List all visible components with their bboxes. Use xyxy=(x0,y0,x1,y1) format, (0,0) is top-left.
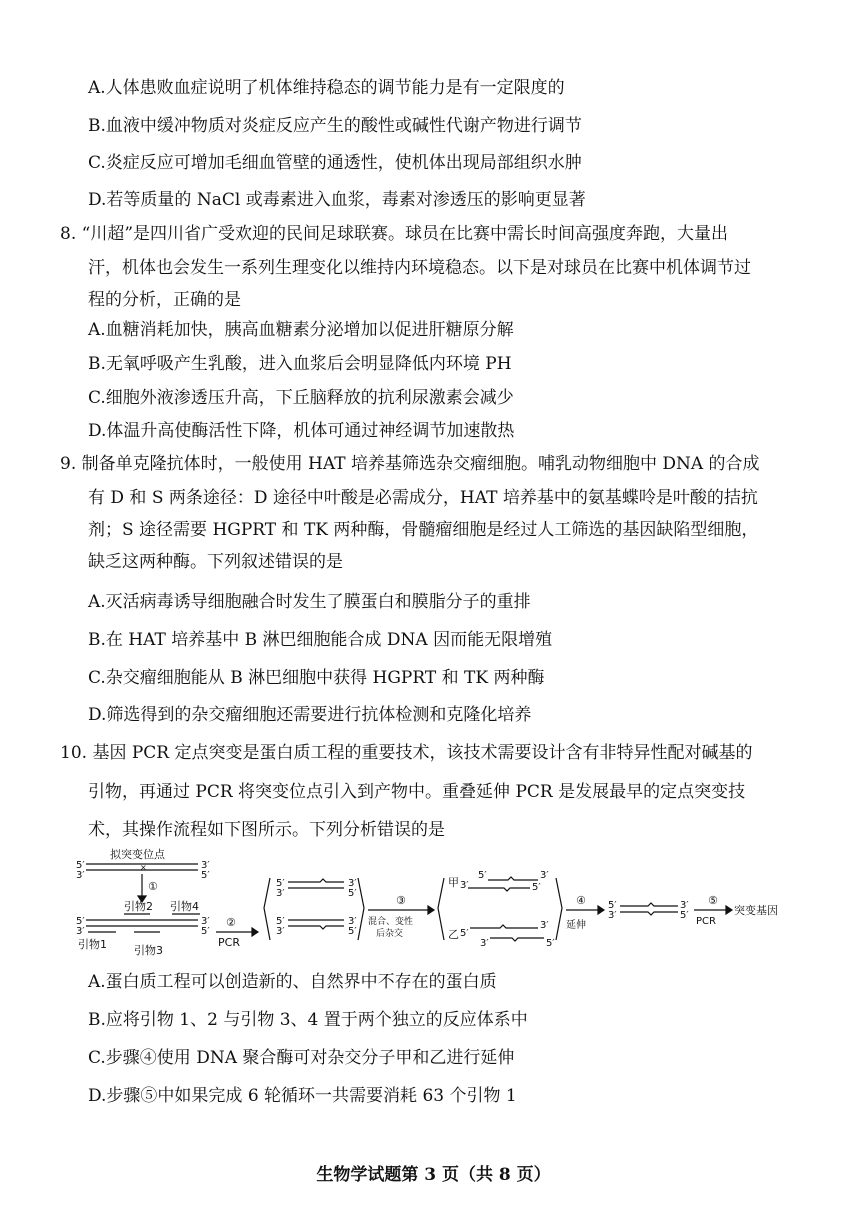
svg-text:3′: 3′ xyxy=(348,878,357,889)
svg-text:3′: 3′ xyxy=(680,900,689,911)
q10-stem-line3: 术，其操作流程如下图所示。下列分析错误的是 xyxy=(88,820,445,840)
svg-text:3′: 3′ xyxy=(540,920,549,931)
step2-label: ② xyxy=(226,916,236,929)
overlap-extension-pcr-diagram xyxy=(68,848,808,960)
q10-option-a: A.蛋白质工程可以创造新的、自然界中不存在的蛋白质 xyxy=(88,972,497,992)
q8-stem-line2: 汗，机体也会发生一系列生理变化以维持内环境稳态。以下是对球员在比赛中机体调节过 xyxy=(88,258,751,278)
svg-text:3′: 3′ xyxy=(460,880,469,891)
page-footer: 生物学试题第 3 页（共 8 页） xyxy=(316,1165,551,1185)
hybrid-yi-label: 乙 xyxy=(448,928,459,941)
q10-option-b: B.应将引物 1、2 与引物 3、4 置于两个独立的反应体系中 xyxy=(88,1010,528,1030)
q9-option-c: C.杂交瘤细胞能从 B 淋巴细胞中获得 HGPRT 和 TK 两种酶 xyxy=(88,668,545,688)
svg-text:3′: 3′ xyxy=(201,860,210,871)
svg-text:3′: 3′ xyxy=(348,916,357,927)
mix-denature-label: 混合、变性 xyxy=(368,917,414,927)
q9-option-d: D.筛选得到的杂交瘤细胞还需要进行抗体检测和克隆化培养 xyxy=(88,705,532,725)
hybrid-jia-label: 甲 xyxy=(448,876,459,889)
step4-label: ④ xyxy=(576,894,586,907)
q8-option-c: C.细胞外液渗透压升高，下丘脑释放的抗利尿激素会减少 xyxy=(88,388,514,408)
svg-text:5′: 5′ xyxy=(460,928,469,939)
svg-text:5′: 5′ xyxy=(348,926,357,937)
primer4-label: 引物4 xyxy=(170,900,199,913)
svg-text:5′: 5′ xyxy=(348,888,357,899)
mutation-mark: × xyxy=(140,863,147,872)
step5-label: ⑤ xyxy=(708,894,718,907)
q7-option-d: D.若等质量的 NaCl 或毒素进入血浆，毒素对渗透压的影响更显著 xyxy=(88,190,586,210)
svg-text:5′: 5′ xyxy=(608,900,617,911)
hybridize-label: 后杂交 xyxy=(376,929,404,939)
q8-option-a: A.血糖消耗加快，胰高血糖素分泌增加以促进肝糖原分解 xyxy=(88,320,514,340)
q8-option-d: D.体温升高使酶活性下降，机体可通过神经调节加速散热 xyxy=(88,421,515,441)
svg-text:5′: 5′ xyxy=(546,938,555,949)
svg-text:3′: 3′ xyxy=(540,870,549,881)
q9-stem-line1: 9. 制备单克隆抗体时，一般使用 HAT 培养基筛选杂交瘤细胞。哺乳动物细胞中 DNA 的合成 xyxy=(60,454,760,474)
q8-option-b: B.无氧呼吸产生乳酸，进入血浆后会明显降低内环境 PH xyxy=(88,354,512,374)
svg-text:5′: 5′ xyxy=(680,910,689,921)
svg-text:5′: 5′ xyxy=(532,882,541,893)
svg-text:3′: 3′ xyxy=(608,910,617,921)
mutation-site-label: 拟突变位点 xyxy=(110,848,165,861)
svg-text:3′: 3′ xyxy=(480,938,489,949)
svg-text:5′: 5′ xyxy=(76,916,85,927)
q7-option-a: A.人体患败血症说明了机体维持稳态的调节能力是有一定限度的 xyxy=(88,78,565,98)
extend-label: 延伸 xyxy=(566,920,586,931)
svg-text:5′: 5′ xyxy=(201,870,210,881)
step5-pcr-label: PCR xyxy=(696,916,716,927)
step2-pcr-label: PCR xyxy=(218,936,240,949)
q10-option-d: D.步骤⑤中如果完成 6 轮循环一共需要消耗 63 个引物 1 xyxy=(88,1086,517,1106)
svg-text:5′: 5′ xyxy=(201,926,210,937)
q10-stem-line1: 10. 基因 PCR 定点突变是蛋白质工程的重要技术，该技术需要设计含有非特异性配对碱基的 xyxy=(60,743,753,763)
svg-text:3′: 3′ xyxy=(276,926,285,937)
q9-option-b: B.在 HAT 培养基中 B 淋巴细胞能合成 DNA 因而能无限增殖 xyxy=(88,630,553,650)
svg-text:5′: 5′ xyxy=(276,916,285,927)
svg-text:3′: 3′ xyxy=(201,916,210,927)
primer2-label: 引物2 xyxy=(124,900,153,913)
svg-text:3′: 3′ xyxy=(76,926,85,937)
mutant-gene-label: 突变基因 xyxy=(734,904,778,917)
svg-text:3′: 3′ xyxy=(276,888,285,899)
primer3-label: 引物3 xyxy=(134,944,163,957)
q9-stem-line2: 有 D 和 S 两条途径：D 途径中叶酸是必需成分，HAT 培养基中的氨基蝶呤是叶酸的拮抗 xyxy=(88,488,758,508)
label-3prime: 3′ xyxy=(76,870,85,881)
q7-option-b: B.血液中缓冲物质对炎症反应产生的酸性或碱性代谢产物进行调节 xyxy=(88,116,582,136)
q7-option-c: C.炎症反应可增加毛细血管壁的通透性，使机体出现局部组织水肿 xyxy=(88,153,582,173)
label-5prime: 5′ xyxy=(76,860,85,871)
svg-text:5′: 5′ xyxy=(276,878,285,889)
q9-stem-line3: 剂；S 途径需要 HGPRT 和 TK 两种酶，骨髓瘤细胞是经过人工筛选的基因缺陷型细胞， xyxy=(88,520,759,540)
q9-option-a: A.灭活病毒诱导细胞融合时发生了膜蛋白和膜脂分子的重排 xyxy=(88,592,531,612)
q8-stem-line3: 程的分析，正确的是 xyxy=(88,290,241,310)
primer1-label: 引物1 xyxy=(78,938,107,951)
step1-label: ① xyxy=(148,880,158,893)
step3-label: ③ xyxy=(396,894,406,907)
svg-text:5′: 5′ xyxy=(478,870,487,881)
q10-stem-line2: 引物，再通过 PCR 将突变位点引入到产物中。重叠延伸 PCR 是发展最早的定点突变技 xyxy=(88,782,746,802)
q9-stem-line4: 缺乏这两种酶。下列叙述错误的是 xyxy=(88,552,343,572)
q8-stem-line1: 8. “川超”是四川省广受欢迎的民间足球联赛。球员在比赛中需长时间高强度奔跑，大量出 xyxy=(60,224,729,244)
q10-option-c: C.步骤④使用 DNA 聚合酶可对杂交分子甲和乙进行延伸 xyxy=(88,1048,515,1068)
